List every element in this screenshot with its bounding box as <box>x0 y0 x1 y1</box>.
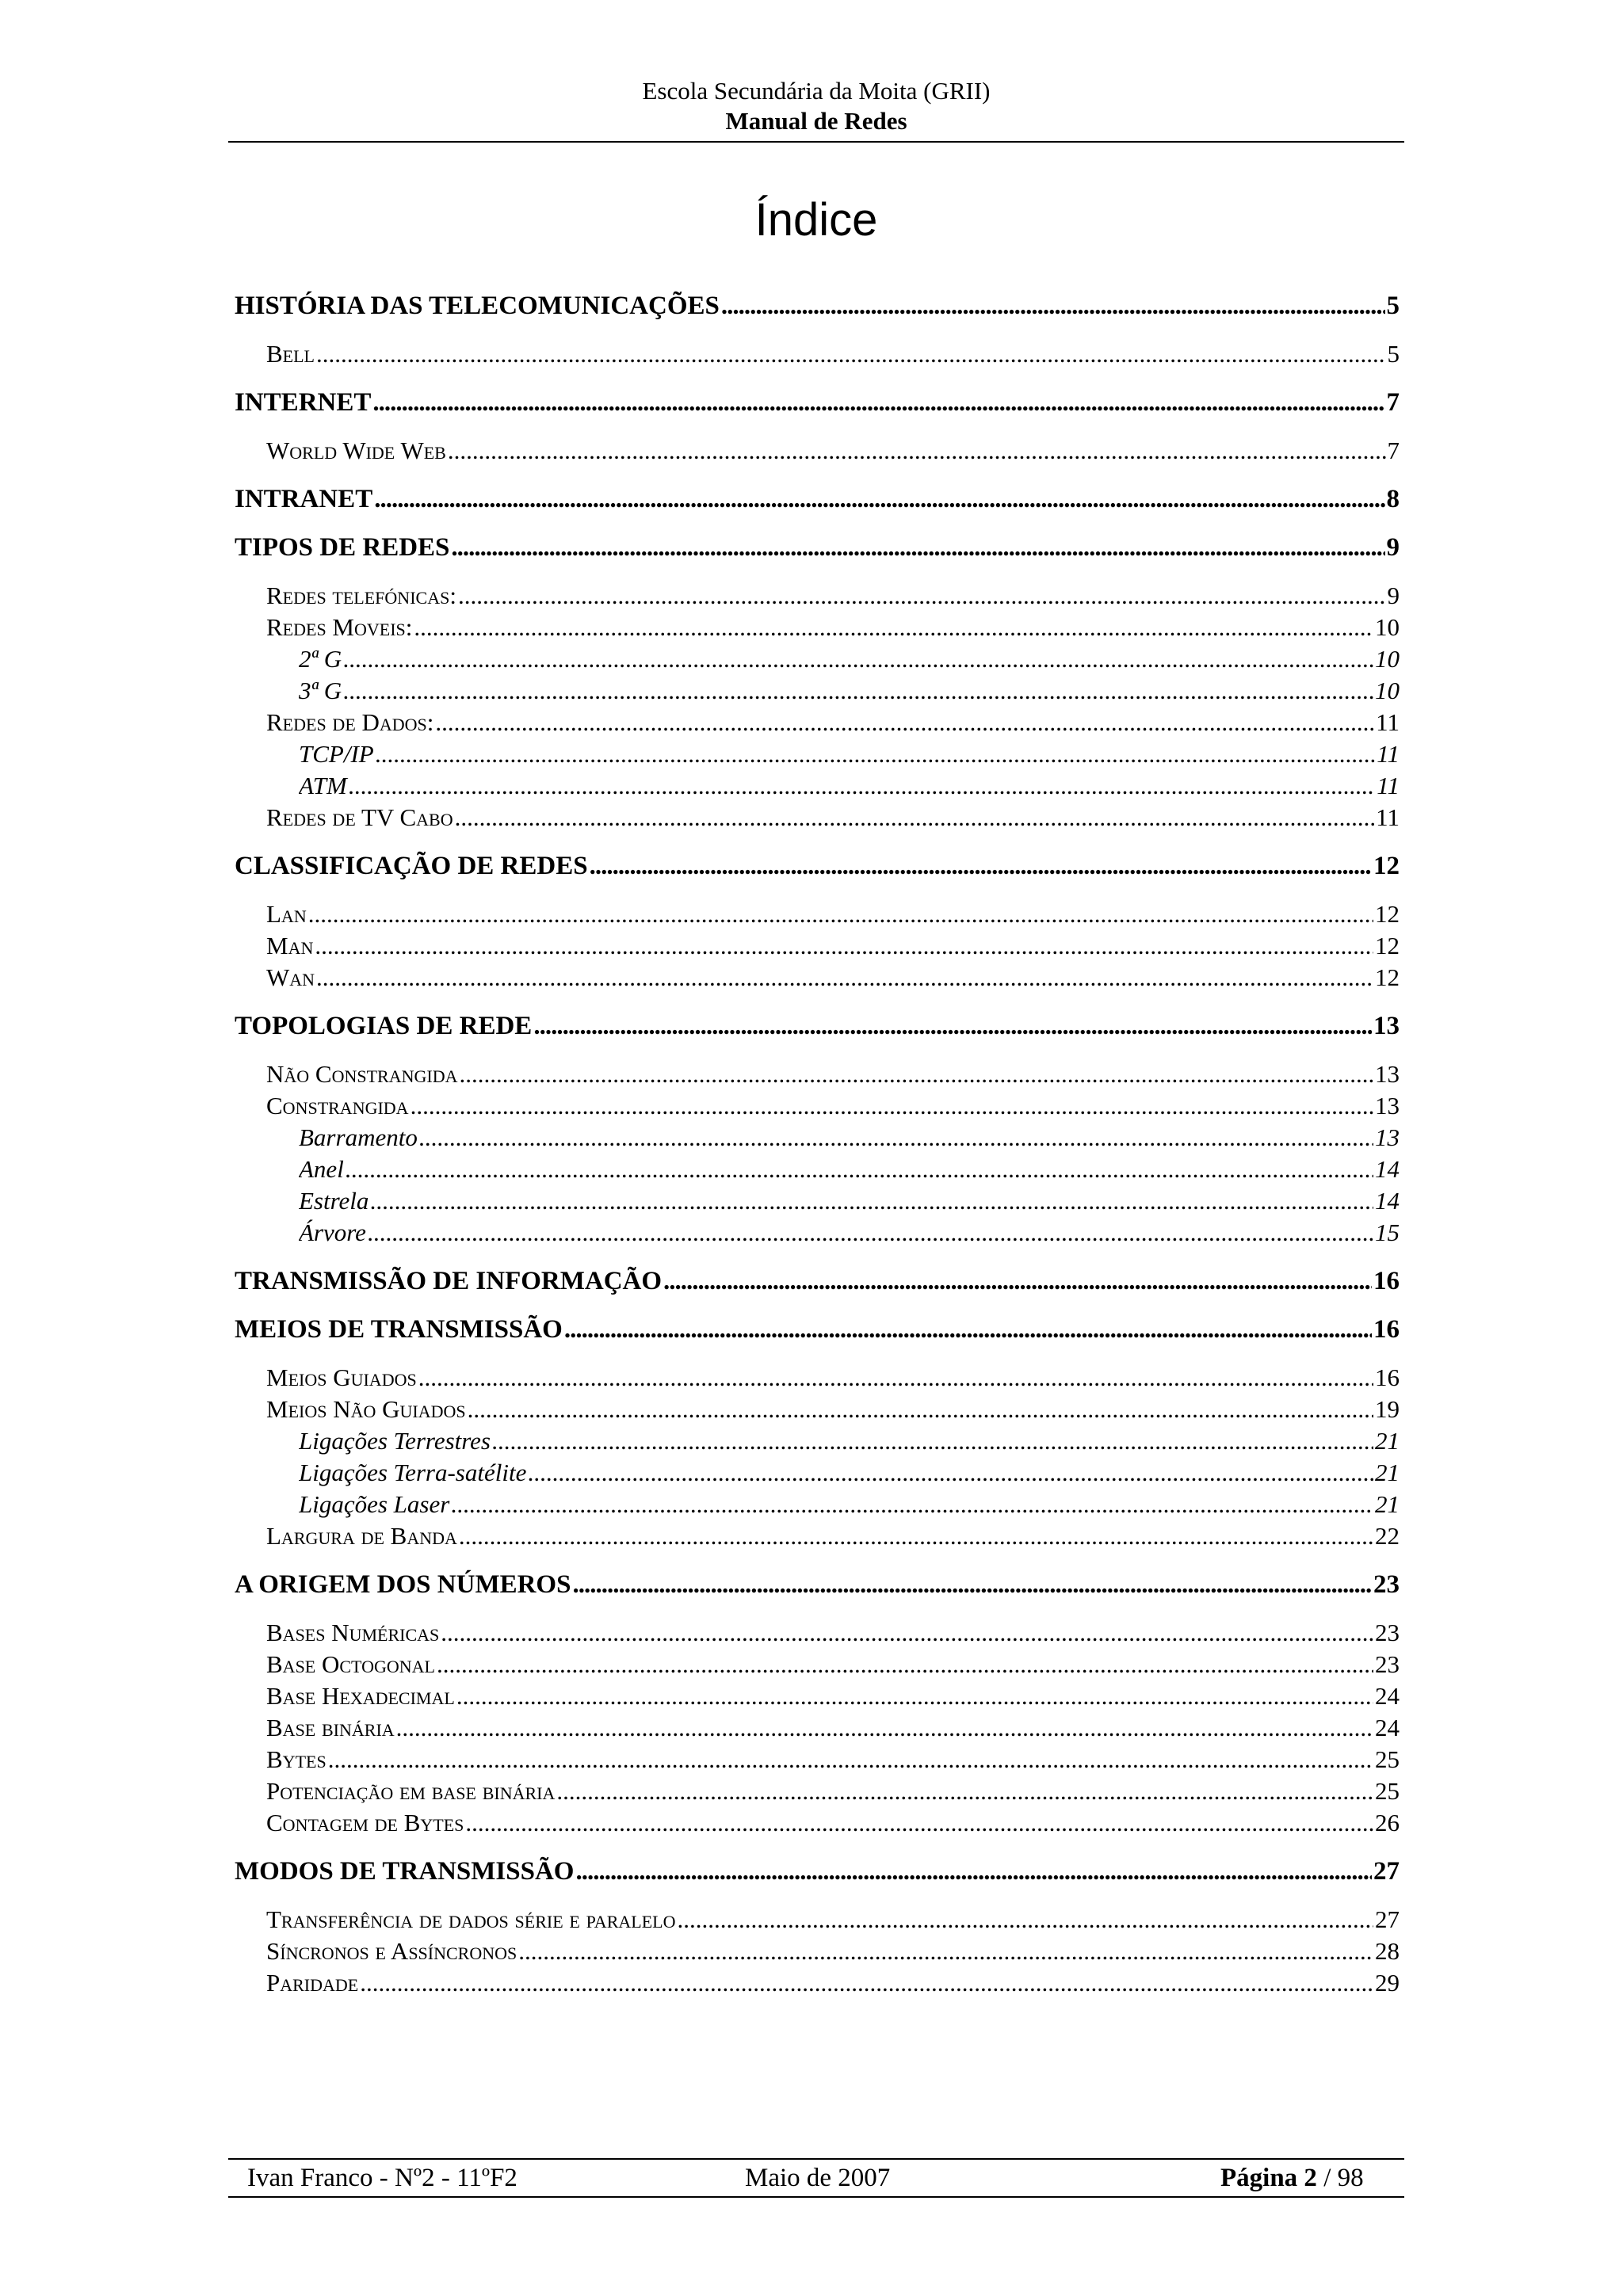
toc-entry-title: Bell <box>266 340 315 368</box>
toc-entry-title: Não Constrangida <box>266 1060 458 1088</box>
toc-dot-leader <box>437 1649 1373 1680</box>
toc-section-entry[interactable] <box>266 1090 1400 1122</box>
toc-dot-leader <box>528 1457 1373 1489</box>
toc-dot-leader <box>435 707 1374 738</box>
header-divider <box>228 141 1404 143</box>
toc-subsection-entry[interactable] <box>299 770 1400 802</box>
toc-entry-title: 2ª G <box>299 645 342 673</box>
footer-author: Ivan Franco - Nº2 - 11ºF2 <box>247 2164 517 2192</box>
toc-entry-page: 21 <box>1375 1490 1400 1518</box>
toc-dot-leader <box>374 483 1384 515</box>
toc-entry-page: 23 <box>1375 1619 1400 1646</box>
toc-entry-title: TRANSMISSÃO DE INFORMAÇÃO <box>235 1267 663 1295</box>
toc-entry-title: A ORIGEM DOS NÚMEROS <box>235 1570 571 1599</box>
toc-chapter-entry[interactable] <box>235 387 1400 418</box>
school-name: Escola Secundária da Moita (GRII) <box>642 77 991 105</box>
toc-section-entry[interactable] <box>266 612 1400 643</box>
toc-dot-leader <box>411 1090 1373 1122</box>
toc-entry-page: 25 <box>1375 1745 1400 1773</box>
toc-entry-title: HISTÓRIA DAS TELECOMUNICAÇÕES <box>235 292 720 320</box>
toc-dot-leader <box>343 675 1373 707</box>
toc-entry-title: 3ª G <box>299 677 342 704</box>
toc-dot-leader <box>328 1744 1373 1775</box>
footer-page-total: / 98 <box>1316 2164 1364 2192</box>
toc-section-entry[interactable] <box>266 1807 1400 1839</box>
toc-dot-leader <box>349 770 1375 802</box>
toc-entry-page: 27 <box>1373 1857 1400 1886</box>
toc-section-entry[interactable] <box>266 1936 1400 1967</box>
toc-entry-title: Lan <box>266 900 307 928</box>
toc-entry-title: Base binária <box>266 1714 395 1741</box>
toc-entry-page: 28 <box>1375 1937 1400 1965</box>
toc-entry-page: 13 <box>1375 1092 1400 1119</box>
toc-dot-leader <box>721 290 1385 322</box>
footer-page-label: Página 2 <box>1220 2164 1317 2192</box>
toc-dot-leader <box>441 1617 1373 1649</box>
toc-dot-leader <box>590 850 1372 882</box>
footer-divider-top <box>228 2158 1404 2160</box>
footer-divider-bottom <box>228 2196 1404 2198</box>
toc-entry-page: 5 <box>1387 340 1400 368</box>
toc-entry-page: 12 <box>1375 932 1400 959</box>
toc-dot-leader <box>564 1314 1372 1345</box>
toc-subsection-entry[interactable] <box>299 643 1400 675</box>
toc-chapter-entry[interactable] <box>235 290 1400 322</box>
toc-entry-page: 13 <box>1375 1123 1400 1151</box>
toc-subsection-entry[interactable] <box>299 675 1400 707</box>
footer-page-number <box>1220 2161 1364 2195</box>
toc-section-entry[interactable] <box>266 1680 1400 1712</box>
toc-section-entry[interactable] <box>266 1058 1400 1090</box>
toc-chapter-entry[interactable] <box>235 1855 1400 1887</box>
toc-dot-leader <box>451 1489 1373 1520</box>
toc-dot-leader <box>419 1122 1373 1154</box>
toc-subsection-entry[interactable] <box>299 738 1400 770</box>
toc-entry-page: 5 <box>1386 292 1400 320</box>
toc-entry-title: Redes de TV Cabo <box>266 803 453 831</box>
page-header <box>228 76 1404 136</box>
toc-dot-leader <box>414 612 1373 643</box>
toc-entry-page: 13 <box>1373 1012 1400 1040</box>
toc-entry-title: Redes Moveis: <box>266 613 413 641</box>
toc-entry-title: Ligações Laser <box>299 1490 450 1518</box>
toc-entry-page: 14 <box>1375 1187 1400 1215</box>
toc-chapter-entry[interactable] <box>235 850 1400 882</box>
toc-entry-page: 14 <box>1375 1155 1400 1183</box>
toc-section-entry[interactable] <box>266 898 1400 930</box>
toc-section-entry[interactable] <box>266 580 1400 612</box>
toc-entry-page: 22 <box>1375 1522 1400 1550</box>
toc-entry-title: Base Octogonal <box>266 1650 435 1678</box>
toc-subsection-entry[interactable] <box>299 1154 1400 1185</box>
toc-entry-title: Base Hexadecimal <box>266 1682 455 1710</box>
toc-section-entry[interactable] <box>266 435 1400 467</box>
toc-dot-leader <box>316 962 1373 994</box>
toc-entry-title: Largura de Banda <box>266 1522 457 1550</box>
page-title: Índice <box>754 194 878 246</box>
toc-entry-title: Anel <box>299 1155 344 1183</box>
toc-dot-leader <box>455 802 1375 833</box>
toc-entry-title: Redes telefónicas: <box>266 582 456 609</box>
toc-entry-title: Wan <box>266 963 315 991</box>
toc-dot-leader <box>468 1394 1373 1425</box>
toc-entry-page: 29 <box>1375 1969 1400 1997</box>
toc-dot-leader <box>372 387 1384 418</box>
toc-section-entry[interactable] <box>266 1904 1400 1936</box>
toc-dot-leader <box>556 1775 1373 1807</box>
toc-entry-page: 24 <box>1375 1714 1400 1741</box>
toc-entry-page: 24 <box>1375 1682 1400 1710</box>
toc-dot-leader <box>376 738 1376 770</box>
toc-section-entry[interactable] <box>266 1649 1400 1680</box>
toc-section-entry[interactable] <box>266 1362 1400 1394</box>
toc-entry-page: 25 <box>1375 1777 1400 1805</box>
toc-entry-page: 9 <box>1386 533 1400 562</box>
toc-chapter-entry[interactable] <box>235 532 1400 563</box>
toc-entry-page: 8 <box>1386 485 1400 513</box>
toc-entry-page: 7 <box>1386 388 1400 417</box>
toc-dot-leader <box>343 643 1373 675</box>
toc-entry-page: 15 <box>1375 1219 1400 1246</box>
toc-section-entry[interactable] <box>266 1394 1400 1425</box>
toc-entry-page: 16 <box>1375 1363 1400 1391</box>
toc-entry-title: CLASSIFICAÇÃO DE REDES <box>235 852 588 880</box>
toc-section-entry[interactable] <box>266 1744 1400 1775</box>
toc-section-entry[interactable] <box>266 1775 1400 1807</box>
toc-entry-page: 21 <box>1375 1427 1400 1455</box>
toc-dot-leader <box>456 1680 1373 1712</box>
toc-entry-title: Transferência de dados série e paralelo <box>266 1905 676 1933</box>
toc-dot-leader <box>360 1967 1373 1999</box>
toc-entry-title: Ligações Terrestres <box>299 1427 491 1455</box>
toc-dot-leader <box>448 435 1386 467</box>
toc-entry-title: Síncronos e Assíncronos <box>266 1937 517 1965</box>
toc-entry-title: INTRANET <box>235 485 373 513</box>
toc-entry-page: 12 <box>1373 852 1400 880</box>
toc-chapter-entry[interactable] <box>235 1314 1400 1345</box>
toc-subsection-entry[interactable] <box>299 1489 1400 1520</box>
toc-dot-leader <box>308 898 1373 930</box>
toc-subsection-entry[interactable] <box>299 1122 1400 1154</box>
toc-entry-page: 11 <box>1377 740 1400 768</box>
toc-entry-title: MODOS DE TRANSMISSÃO <box>235 1857 575 1886</box>
toc-subsection-entry[interactable] <box>299 1217 1400 1249</box>
toc-entry-title: Estrela <box>299 1187 369 1215</box>
toc-entry-title: Paridade <box>266 1969 359 1997</box>
toc-entry-page: 23 <box>1373 1570 1400 1599</box>
toc-entry-title: TIPOS DE REDES <box>235 533 450 562</box>
toc-entry-title: MEIOS DE TRANSMISSÃO <box>235 1315 563 1344</box>
toc-section-entry[interactable] <box>266 1712 1400 1744</box>
toc-dot-leader <box>458 580 1386 612</box>
toc-chapter-entry[interactable] <box>235 1569 1400 1600</box>
toc-entry-page: 7 <box>1387 437 1400 464</box>
toc-chapter-entry[interactable] <box>235 1265 1400 1297</box>
toc-dot-leader <box>518 1936 1373 1967</box>
toc-entry-title: INTERNET <box>235 388 372 417</box>
toc-entry-page: 23 <box>1375 1650 1400 1678</box>
toc-entry-title: Contagem de Bytes <box>266 1809 464 1836</box>
toc-dot-leader <box>465 1807 1373 1839</box>
toc-entry-title: TCP/IP <box>299 740 374 768</box>
toc-entry-title: Potenciação em base binária <box>266 1777 556 1805</box>
toc-dot-leader <box>459 1520 1373 1552</box>
toc-section-entry[interactable] <box>266 1967 1400 1999</box>
toc-subsection-entry[interactable] <box>299 1425 1400 1457</box>
toc-entry-page: 11 <box>1376 803 1400 831</box>
toc-dot-leader <box>396 1712 1373 1744</box>
toc-entry-page: 13 <box>1375 1060 1400 1088</box>
toc-dot-leader <box>451 532 1384 563</box>
toc-entry-title: Meios Não Guiados <box>266 1395 466 1423</box>
toc-entry-page: 16 <box>1373 1315 1400 1344</box>
toc-section-entry[interactable] <box>266 1617 1400 1649</box>
toc-section-entry[interactable] <box>266 1520 1400 1552</box>
toc-entry-title: World Wide Web <box>266 437 446 464</box>
toc-entry-title: Bytes <box>266 1745 327 1773</box>
toc-section-entry[interactable] <box>266 962 1400 994</box>
toc-dot-leader <box>370 1185 1373 1217</box>
toc-dot-leader <box>368 1217 1373 1249</box>
toc-entry-page: 26 <box>1375 1809 1400 1836</box>
footer-date: Maio de 2007 <box>745 2164 891 2192</box>
toc-dot-leader <box>492 1425 1373 1457</box>
toc-dot-leader <box>572 1569 1372 1600</box>
toc-entry-page: 21 <box>1375 1459 1400 1486</box>
toc-dot-leader <box>533 1010 1372 1042</box>
toc-entry-page: 11 <box>1377 772 1400 799</box>
toc-dot-leader <box>315 930 1373 962</box>
toc-chapter-entry[interactable] <box>235 1010 1400 1042</box>
toc-dot-leader <box>316 338 1386 370</box>
toc-entry-page: 27 <box>1375 1905 1400 1933</box>
toc-dot-leader <box>346 1154 1373 1185</box>
toc-entry-page: 16 <box>1373 1267 1400 1295</box>
toc-section-entry[interactable] <box>266 930 1400 962</box>
toc-entry-page: 19 <box>1375 1395 1400 1423</box>
manual-title: Manual de Redes <box>725 107 907 135</box>
toc-dot-leader <box>677 1904 1373 1936</box>
toc-dot-leader <box>663 1265 1372 1297</box>
toc-dot-leader <box>459 1058 1373 1090</box>
toc-dot-leader <box>418 1362 1373 1394</box>
toc-section-entry[interactable] <box>266 707 1400 738</box>
toc-entry-title: ATM <box>299 772 347 799</box>
toc-entry-title: Ligações Terra-satélite <box>299 1459 527 1486</box>
toc-entry-page: 10 <box>1375 613 1400 641</box>
toc-entry-page: 10 <box>1375 677 1400 704</box>
toc-entry-title: Redes de Dados: <box>266 708 434 736</box>
toc-entry-page: 9 <box>1387 582 1400 609</box>
toc-subsection-entry[interactable] <box>299 1185 1400 1217</box>
toc-entry-title: Barramento <box>299 1123 418 1151</box>
toc-entry-page: 12 <box>1375 900 1400 928</box>
toc-entry-title: Constrangida <box>266 1092 409 1119</box>
toc-dot-leader <box>575 1855 1372 1887</box>
toc-section-entry[interactable] <box>266 338 1400 370</box>
toc-entry-title: TOPOLOGIAS DE REDE <box>235 1012 533 1040</box>
toc-entry-page: 12 <box>1375 963 1400 991</box>
toc-entry-page: 11 <box>1376 708 1400 736</box>
toc-section-entry[interactable] <box>266 802 1400 833</box>
toc-entry-title: Man <box>266 932 314 959</box>
toc-entry-page: 10 <box>1375 645 1400 673</box>
toc-subsection-entry[interactable] <box>299 1457 1400 1489</box>
toc-chapter-entry[interactable] <box>235 483 1400 515</box>
toc-entry-title: Meios Guiados <box>266 1363 417 1391</box>
toc-entry-title: Bases Numéricas <box>266 1619 440 1646</box>
toc-entry-title: Árvore <box>299 1219 366 1246</box>
